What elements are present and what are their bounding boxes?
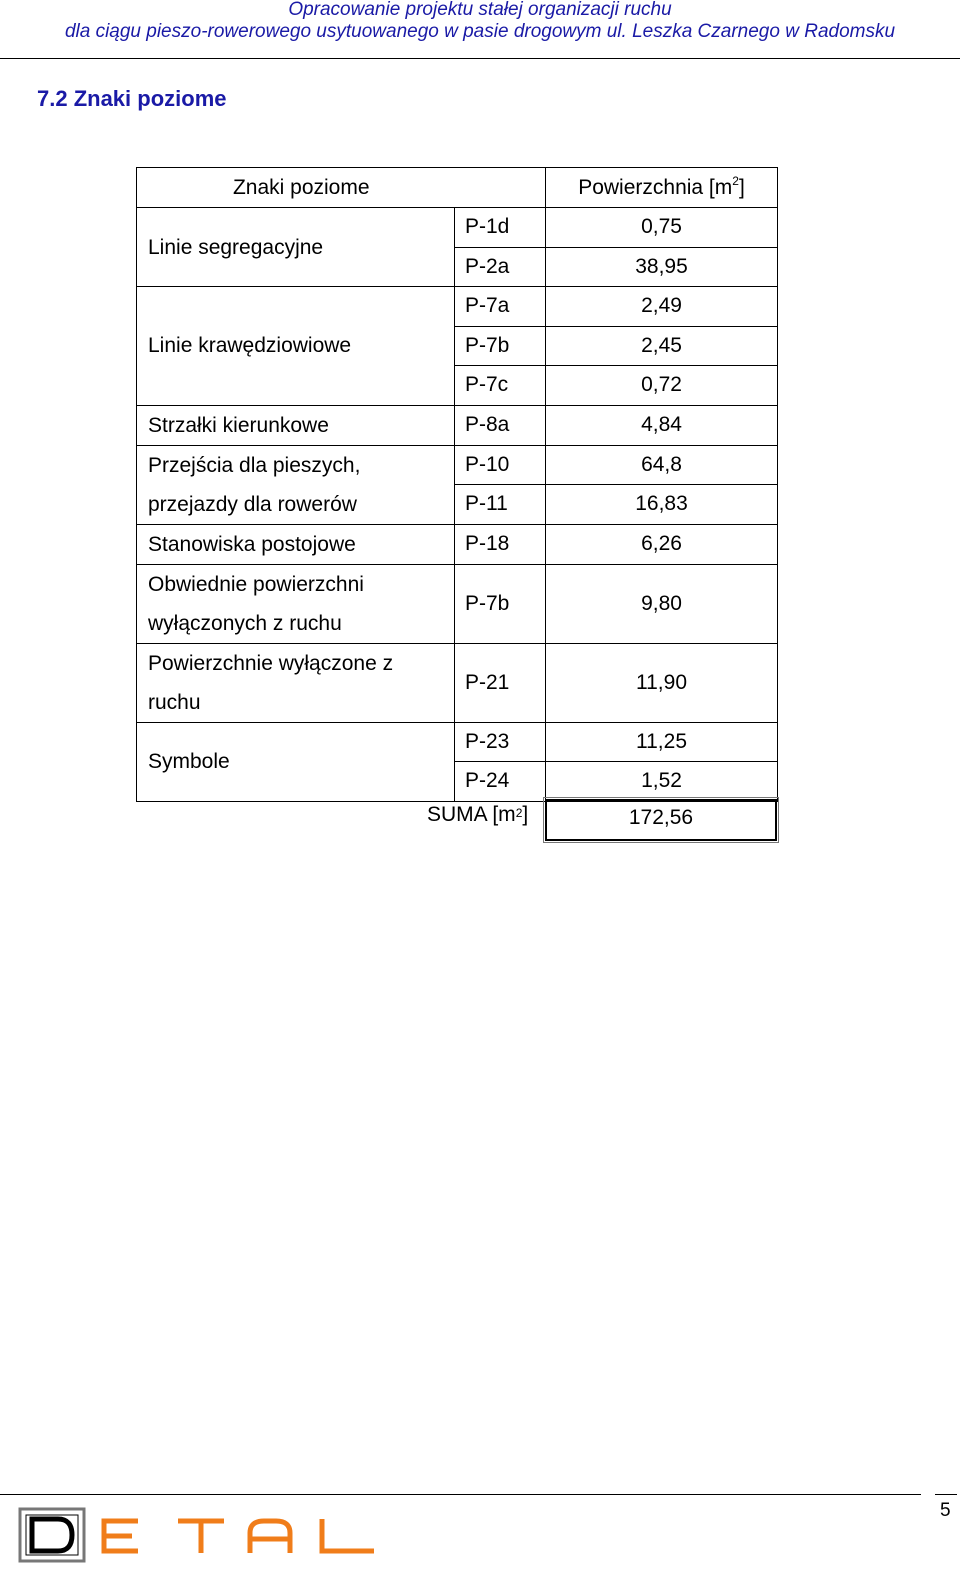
table-row <box>137 208 778 248</box>
row-category <box>137 445 455 524</box>
row-category: Stanowiska postojowe <box>137 524 455 564</box>
header-category: Znaki poziome <box>137 168 455 208</box>
table-header-row <box>137 168 778 208</box>
row-category-line: ruchu <box>148 690 201 714</box>
row-code: P-1d <box>455 208 546 248</box>
row-category: Strzałki kierunkowe <box>137 405 455 445</box>
table-row <box>137 445 778 485</box>
row-code: P-2a <box>455 247 546 287</box>
row-value: 38,95 <box>546 247 778 287</box>
row-code: P-23 <box>455 722 546 762</box>
horizontal-signs-table <box>136 167 778 802</box>
header-line-1: Opracowanie projektu stałej organizacji ruchu <box>288 0 672 20</box>
row-value: 1,52 <box>546 762 778 802</box>
row-code: P-7b <box>455 326 546 366</box>
row-code: P-24 <box>455 762 546 802</box>
row-code: P-7a <box>455 287 546 327</box>
row-category-line: przejazdy dla rowerów <box>148 492 357 516</box>
header-code <box>455 168 546 208</box>
row-category-line: Powierzchnie wyłączone z <box>148 651 394 675</box>
row-category-line: Przejścia dla pieszych, <box>148 453 361 477</box>
header-divider <box>0 58 960 59</box>
sum-label: SUMA $[m^2]$ <box>427 803 529 826</box>
row-category: Linie segregacyjne <box>137 208 455 287</box>
table-row <box>137 722 778 762</box>
row-value: 64,8 <box>546 445 778 485</box>
row-code: P-11 <box>455 485 546 525</box>
row-value: 16,83 <box>546 485 778 525</box>
row-value: 4,84 <box>546 405 778 445</box>
table-row <box>137 643 778 722</box>
row-category: Linie krawędziowiowe <box>137 287 455 406</box>
row-value: 9,80 <box>546 564 778 643</box>
table-row <box>137 564 778 643</box>
row-code: P-8a <box>455 405 546 445</box>
section-title: 7.2 Znaki poziome <box>37 86 227 111</box>
table-row <box>137 287 778 327</box>
row-category: Symbole <box>137 722 455 801</box>
header-line-2: dla ciągu pieszo-rowerowego usytuowanego w pasie drogowym ul. Leszka Czarnego w Radomsku <box>64 21 896 42</box>
table-row <box>137 405 778 445</box>
page-number: 5 <box>940 1500 951 1521</box>
row-code: P-10 <box>455 445 546 485</box>
header-area: Powierzchnia $[m^2]$ <box>546 168 778 208</box>
row-category-line: wyłączonych z ruchu <box>148 611 342 635</box>
detal-logo <box>18 1507 378 1568</box>
page-number-rule <box>935 1494 957 1495</box>
row-code: P-7c <box>455 366 546 406</box>
row-category <box>137 643 455 722</box>
row-category-line: Obwiednie powierzchni <box>148 572 364 596</box>
row-value: 2,45 <box>546 326 778 366</box>
row-code: P-7b <box>455 564 546 643</box>
sum-value: 172,56 <box>545 799 777 841</box>
footer-divider <box>0 1494 921 1495</box>
detal-logo-graphic <box>18 1507 378 1563</box>
row-value: 6,26 <box>546 524 778 564</box>
row-value: 11,90 <box>546 643 778 722</box>
table-row <box>137 524 778 564</box>
row-code: P-18 <box>455 524 546 564</box>
row-value: 0,72 <box>546 366 778 406</box>
row-value: 2,49 <box>546 287 778 327</box>
row-value: 0,75 <box>546 208 778 248</box>
row-code: P-21 <box>455 643 546 722</box>
row-category <box>137 564 455 643</box>
row-value: 11,25 <box>546 722 778 762</box>
